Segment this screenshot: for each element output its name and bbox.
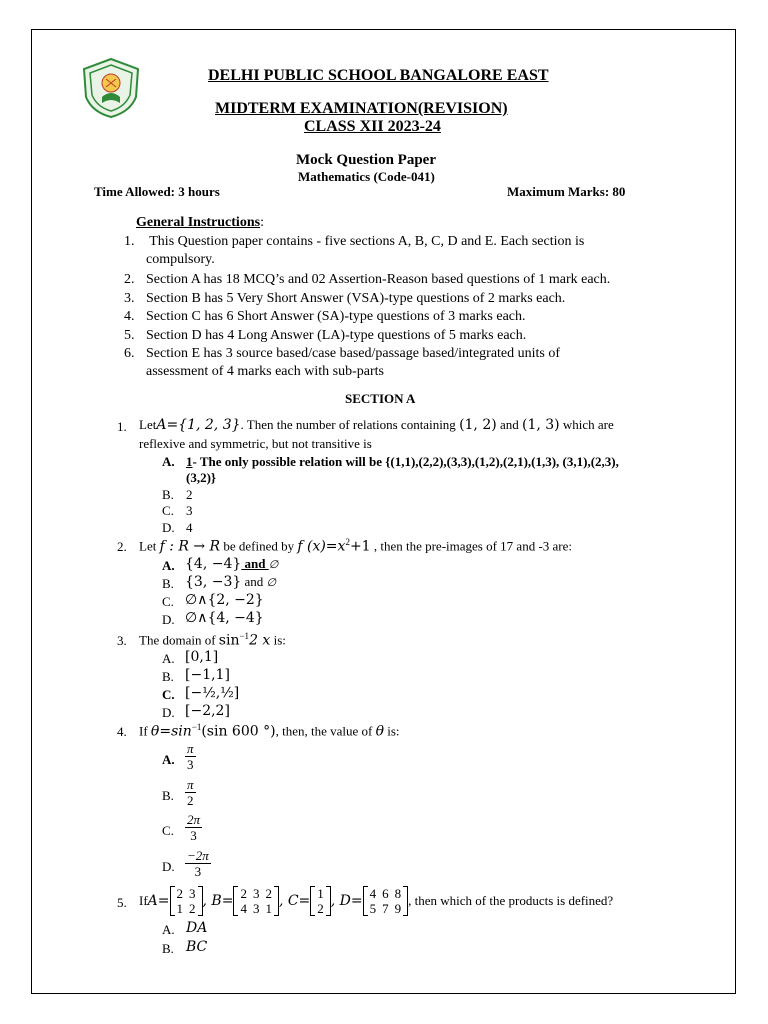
q1-number: 1. <box>117 419 127 434</box>
instruction-1-cont: compulsory. <box>146 252 215 267</box>
subject: Mathematics (Code-041) <box>298 169 435 184</box>
q1-option-d-label: D. <box>162 520 175 535</box>
q2-number: 2. <box>117 539 127 554</box>
q1-stem-cont: reflexive and symmetric, but not transitive is <box>139 436 372 451</box>
exam-title: MIDTERM EXAMINATION(REVISION) <box>215 100 508 117</box>
q1-option-d: 4 <box>186 520 193 535</box>
section-a-title: SECTION A <box>345 391 416 406</box>
q2-option-b-label: B. <box>162 576 174 591</box>
q2-stem: Let f : R → R be defined by f $(x)=x^2+1$ , then the pre-images of 17 and -3 are: <box>139 537 573 555</box>
school-name: DELHI PUBLIC SCHOOL BANGALORE EAST <box>208 67 549 84</box>
instruction-3-number: 3. <box>124 291 135 306</box>
q1-option-b: 2 <box>186 487 193 502</box>
q3-stem: The domain of $\sin^{-1}2$ x is: <box>139 631 286 649</box>
q2-option-c-label: C. <box>162 594 174 609</box>
q2-option-c: ∅∧{2, −2} <box>185 592 264 608</box>
q4-option-b-label: B. <box>162 788 174 803</box>
q3-option-b: [−1,1] <box>185 667 230 683</box>
q4-number: 4. <box>117 724 127 739</box>
q4-option-a-label: A. <box>162 752 175 767</box>
q5-option-a-label: A. <box>162 922 175 937</box>
q2-option-d: ∅∧{4, −4} <box>185 610 264 626</box>
q4-option-c-label: C. <box>162 823 174 838</box>
q5-option-a: DA <box>186 920 208 936</box>
instruction-4-number: 4. <box>124 309 135 324</box>
q3-option-c: [−½,½] <box>185 685 240 701</box>
q3-option-a-label: A. <box>162 651 175 666</box>
q5-option-b: BC <box>186 939 208 955</box>
q1-option-c: 3 <box>186 503 193 518</box>
paper-type: Mock Question Paper <box>296 152 436 168</box>
instruction-1: This Question paper contains - five sections A, B, C, D and E. Each section is <box>146 234 585 249</box>
instruction-3: Section B has 5 Very Short Answer (VSA)-type questions of 2 marks each. <box>146 291 566 306</box>
instruction-5-number: 5. <box>124 328 135 343</box>
class-title: CLASS XII 2023-24 <box>304 118 441 135</box>
instruction-1-number: 1. <box>124 234 135 249</box>
matrix-b: 2 3 2 4 3 1 <box>233 886 279 916</box>
q4-option-a: $\frac{\pi}{3}$ <box>187 741 194 772</box>
q2-option-a-label: A. <box>162 558 175 573</box>
time-allowed: Time Allowed: 3 hours <box>94 184 220 199</box>
q2-option-d-label: D. <box>162 612 175 627</box>
q2-option-b: {3, −3} and ∅ <box>185 574 277 590</box>
instruction-2-number: 2. <box>124 272 135 287</box>
q3-option-b-label: B. <box>162 669 174 684</box>
q5-option-b-label: B. <box>162 941 174 956</box>
school-logo-icon <box>80 57 142 119</box>
q4-option-d-label: D. <box>162 859 175 874</box>
q4-stem: If $\theta=\sin^{-1}(\sin$ 600 °), then, the value of θ is: <box>139 722 400 740</box>
q5-stem: If A= 2 3 1 2 , B= 2 3 2 4 3 1 , C= 1 2 , D= 4 6 8 5 7 9 , then which of the products is defined? <box>139 886 614 916</box>
instruction-2: Section A has 18 MCQ’s and 02 Assertion-Reason based questions of 1 mark each. <box>146 272 611 287</box>
instruction-4: Section C has 6 Short Answer (SA)-type questions of 3 marks each. <box>146 309 526 324</box>
q1-option-a-cont: (3,2)} <box>186 470 217 485</box>
matrix-a: 2 3 1 2 <box>170 886 203 916</box>
maximum-marks: Maximum Marks: 80 <box>507 184 626 199</box>
q3-option-d-label: D. <box>162 705 175 720</box>
instruction-6-cont: assessment of 4 marks each with sub-parts <box>146 364 384 379</box>
instruction-5: Section D has 4 Long Answer (LA)-type questions of 5 marks each. <box>146 328 527 343</box>
q1-stem: LetA={1, 2, 3}. Then the number of relations containing (1, 2) and (1, 3) which are <box>139 417 614 433</box>
instruction-6-number: 6. <box>124 346 135 361</box>
q3-option-c-label: C. <box>162 687 175 702</box>
matrix-c: 1 2 <box>310 886 331 916</box>
q5-number: 5. <box>117 895 127 910</box>
q4-option-b: $\frac{\pi}{2}$ <box>187 777 194 808</box>
instructions-heading: General Instructions: <box>136 215 264 230</box>
q1-option-b-label: B. <box>162 487 174 502</box>
q3-option-a: [0,1] <box>185 649 219 665</box>
q4-option-d: $\frac{-2\pi}{3}$ <box>187 848 209 879</box>
q1-option-a: 1- The only possible relation will be {(1,1),(2,2),(3,3),(1,2),(2,1),(1,3), (3,1),(2,3), <box>186 454 619 469</box>
q1-option-a-label: A. <box>162 454 175 469</box>
q3-option-d: [−2,2] <box>185 703 230 719</box>
q4-option-c: $\frac{2\pi}{3}$ <box>187 812 201 843</box>
q3-number: 3. <box>117 633 127 648</box>
instruction-6: Section E has 3 source based/case based/passage based/integrated units of <box>146 346 561 361</box>
q1-option-c-label: C. <box>162 503 174 518</box>
q2-option-a: {4, −4} and ∅ <box>185 556 279 572</box>
matrix-d: 4 6 8 5 7 9 <box>363 886 409 916</box>
